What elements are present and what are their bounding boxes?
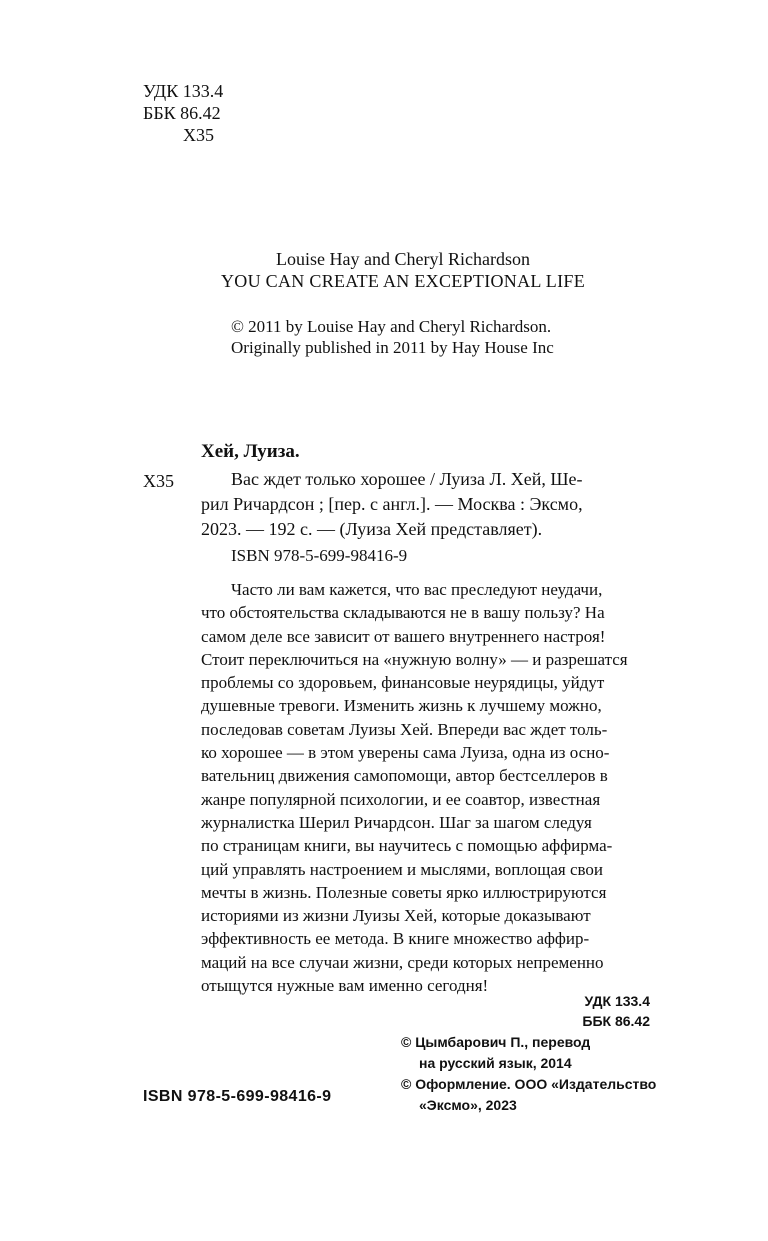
annotation-line: душевные тревоги. Изменить жизнь к лучшему можно, [201,696,602,716]
annotation-line: по страницам книги, вы научитесь с помощью аффирма- [201,836,613,856]
annotation-line: маций на все случаи жизни, среди которых непременно [201,952,604,972]
annotation-line: ций управлять настроением и мыслями, воплощая свои [201,859,604,879]
udk-code: УДК 133.4 [143,81,224,101]
translation-copyright-line: на русский язык, 2014 [419,1055,572,1071]
original-copyright [231,316,554,358]
annotation-line: отыщутся нужные вам именно сегодня! [201,976,489,996]
translation-copyright-line: © Цымбарович П., перевод [401,1034,591,1050]
annotation-line: самом деле все зависит от вашего внутреннего настроя! [201,626,606,646]
annotation-line: проблемы со здоровьем, финансовые неурядицы, уйдут [201,673,605,693]
russian-edition-copyright [401,1032,656,1116]
original-title: YOU CAN CREATE AN EXCEPTIONAL LIFE [220,271,586,291]
design-copyright-line: © Оформление. ООО «Издательство [401,1076,657,1092]
annotation-codes [540,991,650,1031]
annotation-line: эффективность ее метода. В книге множество аффир- [201,929,590,949]
classification-block [143,80,223,146]
annotation-line: последовав советам Луизы Хей. Впереди вас ждет толь- [201,719,608,739]
original-authors: Louise Hay and Cheryl Richardson [276,249,530,269]
annotation-udk: УДК 133.4 [584,993,650,1009]
annotation-line: что обстоятельства складываются не в вашу пользу? На [201,603,605,623]
annotation-line: журналистка Шерил Ричардсон. Шаг за шагом следуя [201,812,592,832]
author-code: Х35 [183,125,214,145]
original-edition [203,248,603,292]
bottom-isbn: ISBN 978-5-699-98416-9 [143,1088,332,1105]
design-copyright-line: «Эксмо», 2023 [419,1097,517,1113]
annotation-line: Стоит переключиться на «нужную волну» — и разрешатся [201,649,628,669]
original-copyright-line: © 2011 by Louise Hay and Cheryl Richardson. [231,317,552,336]
annotation-line: жанре популярной психологии, и ее соавтор, известная [201,789,601,809]
catalog-isbn: ISBN 978-5-699-98416-9 [231,546,408,565]
annotation-bbk: ББК 86.42 [582,1013,650,1029]
annotation-line: ко хорошее — в этом уверены сама Луиза, одна из осно- [201,743,610,763]
catalog-entry-line: рил Ричардсон ; [пер. с англ.]. — Москва : Эксмо, [201,494,583,514]
bbk-code: ББК 86.42 [143,103,221,123]
catalog-author-heading: Хей, Луиза. [201,441,300,462]
catalog-entry [201,467,661,542]
original-publisher-line: Originally published in 2011 by Hay House Inc [231,338,554,357]
catalog-entry-line: 2023. — 192 с. — (Луиза Хей представляет). [201,519,543,539]
annotation-line: историями из жизни Луизы Хей, которые доказывают [201,906,591,926]
catalog-author-code: Х35 [143,471,174,491]
annotation-line: вательниц движения самопомощи, автор бестселлеров в [201,766,608,786]
annotation-line: Часто ли вам кажется, что вас преследуют неудачи, [231,580,603,599]
catalog-entry-line: Вас ждет только хорошее / Луиза Л. Хей, Ше- [231,469,583,489]
annotation [201,578,661,997]
annotation-line: мечты в жизнь. Полезные советы ярко иллюстрируются [201,882,607,902]
